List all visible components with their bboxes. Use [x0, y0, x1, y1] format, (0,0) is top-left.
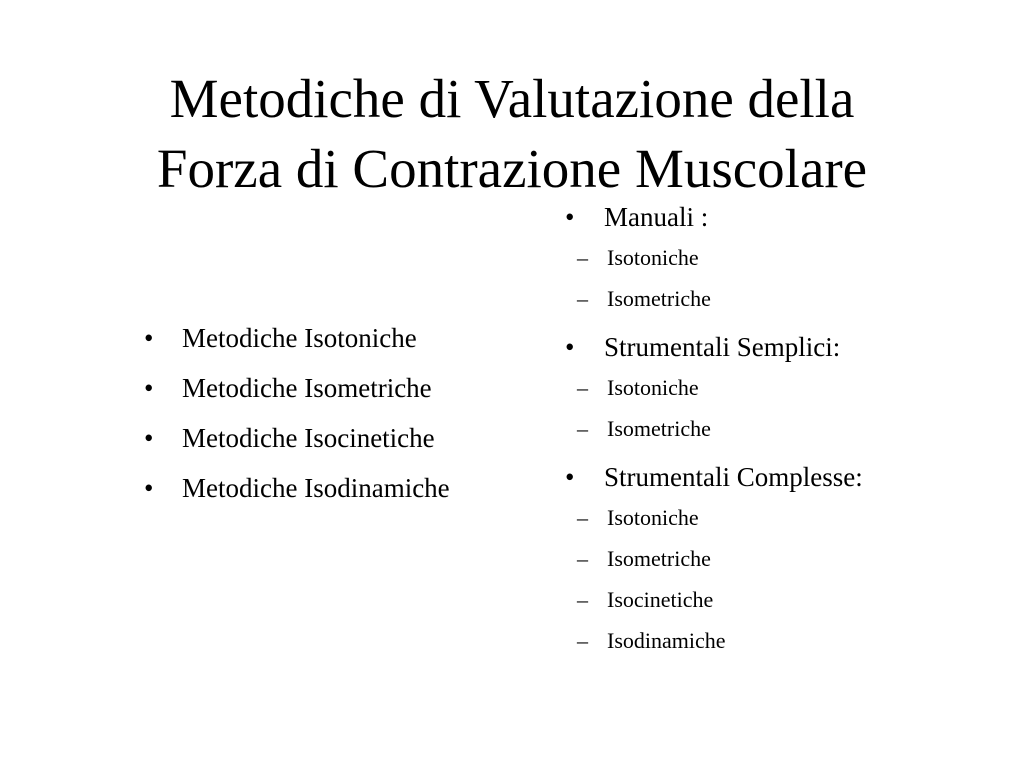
sub-list-manuali: [563, 237, 863, 319]
list-item: • Metodiche Isometriche: [142, 363, 450, 413]
sub-list-item: – Isodinamiche: [563, 620, 863, 661]
sub-list-item: – Isometriche: [563, 408, 863, 449]
list-item: • Metodiche Isocinetiche: [142, 413, 450, 463]
sub-list-item: – Isotoniche: [563, 237, 863, 278]
list-item: • Metodiche Isotoniche: [142, 313, 450, 363]
sub-list-strumentali-complesse: [563, 497, 863, 661]
left-bullet-list: [142, 313, 450, 513]
sub-list-item: – Isometriche: [563, 538, 863, 579]
right-bullet-list: [563, 197, 863, 661]
sub-list-item: – Isocinetiche: [563, 579, 863, 620]
list-item: • Metodiche Isodinamiche: [142, 463, 450, 513]
title-line-1: Metodiche di Valutazione della: [169, 68, 855, 129]
title-line-2: Forza di Contrazione Muscolare: [156, 138, 868, 199]
sub-list-container: [563, 497, 863, 661]
sub-list-container: [563, 237, 863, 319]
slide-title: [0, 64, 1024, 204]
list-item-strumentali-complesse: • Strumentali Complesse:: [563, 457, 863, 497]
list-item-manuali: • Manuali :: [563, 197, 863, 237]
sub-list-item: – Isotoniche: [563, 367, 863, 408]
sub-list-item: – Isotoniche: [563, 497, 863, 538]
sub-list-strumentali-semplici: [563, 367, 863, 449]
sub-list-item: – Isometriche: [563, 278, 863, 319]
list-item-strumentali-semplici: • Strumentali Semplici:: [563, 327, 863, 367]
sub-list-container: [563, 367, 863, 449]
